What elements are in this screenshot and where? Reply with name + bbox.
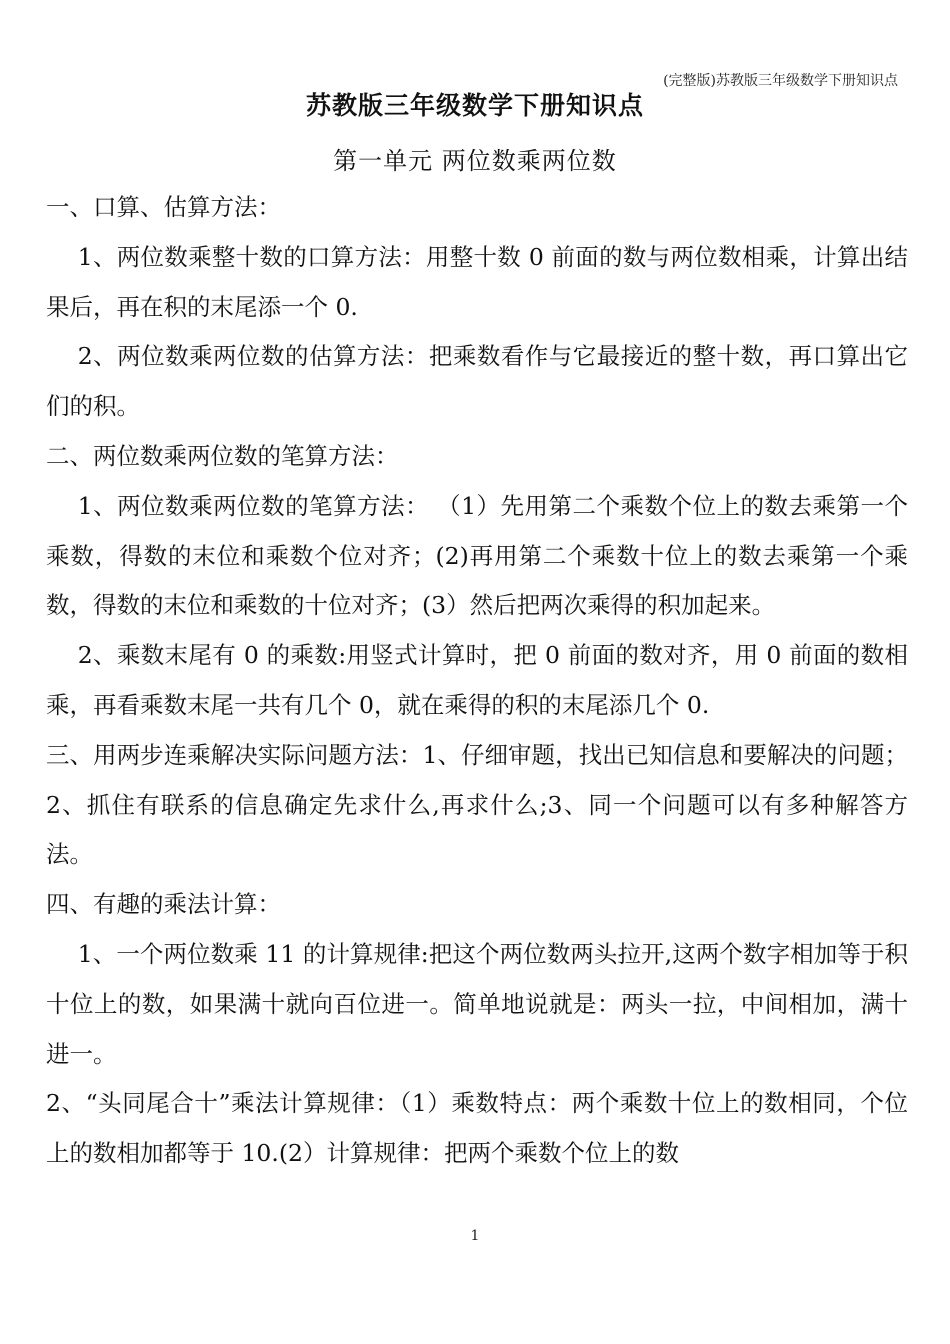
document-title: 苏教版三年级数学下册知识点 <box>305 91 644 120</box>
paragraph-oral-method: 1、两位数乘整十数的口算方法：用整十数 0 前面的数与两位数相乘，计算出结果后，再在积的末尾添一个 0. <box>46 242 908 321</box>
section-heading-two-step-problems: 三、用两步连乘解决实际问题方法：1、仔细审题，找出已知信息和要解决的问题；2、抓住有联系的信息确定先求什么,再求什么;3、同一个问题可以有多种解答方法。 <box>46 740 908 869</box>
section-heading-written-method: 二、两位数乘两位数的笔算方法： <box>46 441 399 470</box>
unit-title: 第一单元 两位数乘两位数 <box>333 147 617 175</box>
section-heading-oral-estimation: 一、口算、估算方法： <box>46 193 281 221</box>
page-number: 1 <box>470 1228 480 1244</box>
section-heading-fun-multiplication: 四、有趣的乘法计算： <box>46 890 281 919</box>
document-header-note: (完整版)苏教版三年级数学下册知识点 <box>663 73 898 89</box>
paragraph-written-steps: 1、两位数乘两位数的笔算方法： （1）先用第二个乘数个位上的数去乘第一个乘数，得数的末位和乘数个位对齐；(2)再用第二个乘数十位上的数去乘第一个乘数，得数的末位和乘数的十位对齐；(3）然后把两次乘得的积加起来。 <box>46 491 908 620</box>
paragraph-same-head-tail-ten: 2、“头同尾合十”乘法计算规律：（1）乘数特点：两个乘数十位上的数相同，个位上的数相加都等于 10.(2）计算规律：把两个乘数个位上的数 <box>46 1089 908 1168</box>
document-body <box>46 183 908 1179</box>
paragraph-trailing-zero: 2、乘数末尾有 0 的乘数:用竖式计算时，把 0 前面的数对齐，用 0 前面的数相乘，再看乘数末尾一共有几个 0，就在乘得的积的末尾添几个 0. <box>46 641 908 719</box>
paragraph-estimation-method: 2、两位数乘两位数的估算方法：把乘数看作与它最接近的整十数，再口算出它们的积。 <box>46 342 908 421</box>
paragraph-times-eleven: 1、一个两位数乘 11 的计算规律:把这个两位数两头拉开,这两个数字相加等于积十位上的数，如果满十就向百位进一。简单地说就是：两头一拉，中间相加，满十进一。 <box>46 939 908 1068</box>
